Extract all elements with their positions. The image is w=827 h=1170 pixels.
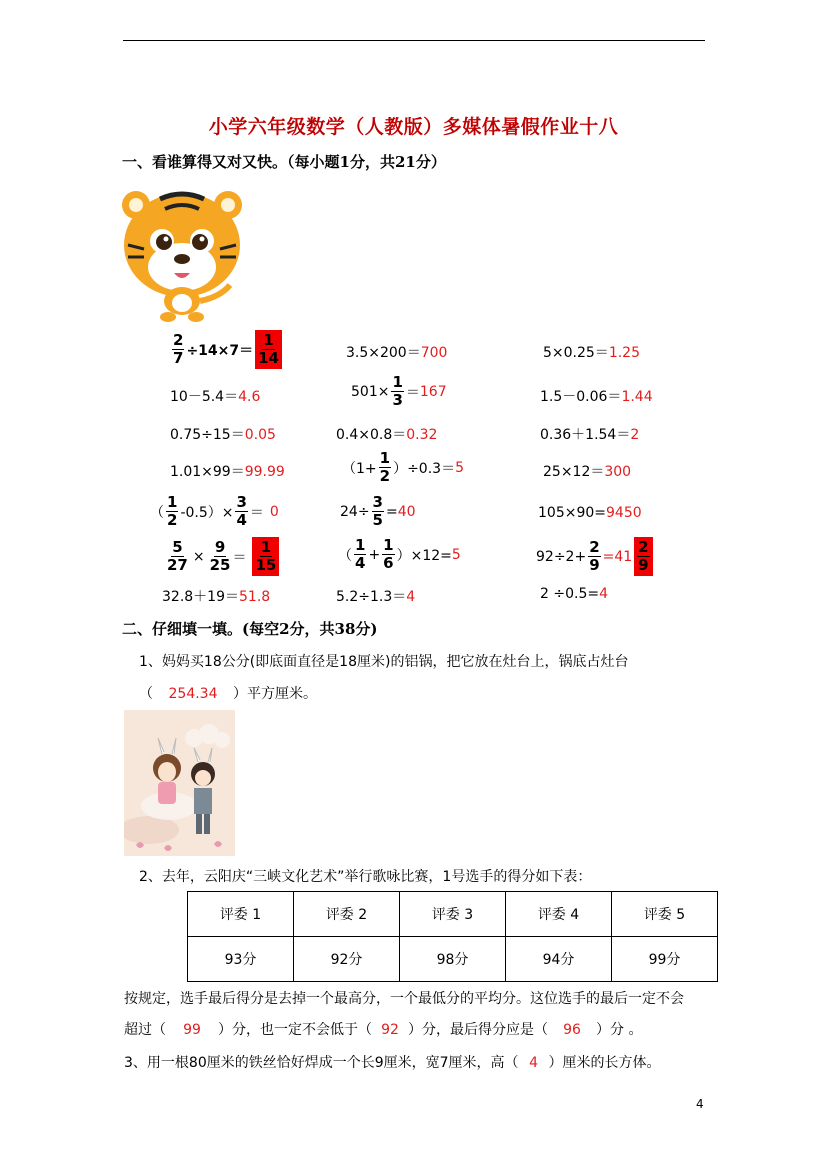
problem-8: 0.4×0.8＝0.32 [336, 427, 438, 443]
answer: 300 [604, 464, 632, 480]
section2-heading: 二、仔细填一填。(每空2分，共38分) [122, 620, 378, 638]
answer: 0 [269, 503, 279, 520]
table-cell: 94分 [506, 937, 612, 982]
problem-18: 92÷2+ $\frac{2}{9}$ =41 $\frac{2}{9}$ [536, 537, 655, 576]
table-cell: 评委 2 [294, 892, 400, 937]
problem-11: （1+ $\frac{1}{2}$ ）÷0.3＝ 5 [342, 449, 464, 485]
fraction: $\frac{9}{25}$ [209, 538, 231, 574]
problem-9: 0.36＋1.54＝2 [540, 427, 640, 443]
q1-answer-line: （ 254.34 ）平方厘米。 [139, 686, 317, 702]
score-table [187, 891, 718, 982]
fraction: $\frac{1}{4}$ [355, 536, 366, 572]
expression: ÷14×7＝ [186, 342, 254, 359]
problem-20: 5.2÷1.3＝4 [336, 589, 416, 605]
fraction: $\frac{2}{9}$ [589, 538, 600, 574]
answer: 700 [420, 345, 448, 361]
problem-5: 501× $\frac{1}{3}$ ＝ 167 [351, 373, 447, 409]
problem-1 [170, 330, 284, 369]
couple-illustration [124, 710, 235, 856]
tiger-illustration [120, 175, 245, 325]
page-number: 4 [696, 1097, 704, 1111]
fraction: $\frac{1}{3}$ [392, 373, 403, 409]
problem-7: 0.75÷15＝0.05 [170, 427, 276, 443]
problem-3: 5×0.25＝1.25 [543, 345, 640, 361]
table-cell: 评委 4 [506, 892, 612, 937]
problem-17: （ $\frac{1}{4}$ + $\frac{1}{6}$ ）×12= 5 [338, 536, 461, 572]
answer: 5 [455, 459, 464, 476]
q2-rule-text: 按规定，选手最后得分是去掉一个最高分，一个最低分的平均分。这位选手的最后一定不会 [124, 991, 684, 1007]
answer: 4 [599, 586, 609, 602]
answer: 2 [630, 427, 640, 443]
problem-21: 2 ÷0.5=4 [540, 586, 609, 602]
fraction: $\frac{1}{2}$ [379, 449, 391, 485]
section1-heading: 一、看谁算得又对又快。（每小题1分，共21分） [122, 153, 446, 171]
table-cell: 99分 [612, 937, 718, 982]
fraction: $\frac{5}{27}$ [167, 538, 188, 574]
problem-2: 3.5×200＝700 [346, 345, 448, 361]
answer: 4 [406, 589, 416, 605]
q2-intro: 2、去年，云阳庆“三峡文化艺术”举行歌咏比赛，1号选手的得分如下表： [139, 869, 592, 885]
table-header-row [188, 892, 718, 937]
problem-16: $\frac{5}{27}$ × $\frac{9}{25}$ ＝ $\frac{1}{15}$ [165, 537, 281, 576]
table-cell: 92分 [294, 937, 400, 982]
problem-13: （ $\frac{1}{2}$ -0.5）× $\frac{3}{4}$ ＝ 0 [150, 493, 279, 529]
answer-fraction: $\frac{1}{15}$ [252, 537, 279, 576]
fraction: $\frac{3}{5}$ [372, 493, 383, 529]
fraction: $\frac{1}{2}$ [167, 493, 178, 529]
problem-15: 105×90=9450 [538, 505, 642, 521]
answer: 4.6 [238, 389, 261, 405]
answer: 99 [183, 1022, 201, 1038]
answer: 0.32 [406, 427, 438, 443]
table-row [188, 937, 718, 982]
answer: 92 [381, 1022, 399, 1038]
answer: 4 [529, 1055, 538, 1071]
answer: 5 [451, 546, 461, 563]
q2-answer-line: 超过（ 99 ）分，也一定不会低于（ 92 ）分，最后得分应是（ 96 ）分 。 [124, 1022, 643, 1038]
q1-text: 1、妈妈买18公分(即底面直径是18厘米)的铝锅，把它放在灶台上，锅底占灶台 [139, 654, 629, 670]
table-cell: 98分 [400, 937, 506, 982]
answer: 99.99 [244, 464, 285, 480]
fraction: $\frac{2}{7}$ [173, 331, 184, 367]
problem-4: 10－5.4＝4.6 [170, 389, 261, 405]
problem-6: 1.5－0.06＝1.44 [540, 389, 653, 405]
answer: 9450 [606, 505, 642, 521]
table-cell: 评委 3 [400, 892, 506, 937]
answer: 51.8 [239, 589, 271, 605]
answer-fraction: $\frac{1}{14}$ [255, 330, 282, 369]
problem-10: 1.01×99＝99.99 [170, 464, 285, 480]
q3-line: 3、用一根80厘米的铁丝恰好焊成一个长9厘米，宽7厘米，高（ 4 ）厘米的长方体。 [124, 1055, 661, 1071]
answer: 254.34 [168, 686, 218, 702]
problem-12: 25×12＝300 [543, 464, 632, 480]
answer: 1.25 [608, 345, 640, 361]
answer-fraction: $\frac{2}{9}$ [634, 537, 652, 576]
table-cell: 评委 1 [188, 892, 294, 937]
answer: 0.05 [244, 427, 276, 443]
problem-19: 32.8＋19＝51.8 [162, 589, 271, 605]
table-cell: 93分 [188, 937, 294, 982]
table-cell: 评委 5 [612, 892, 718, 937]
fraction: $\frac{1}{6}$ [383, 536, 394, 572]
answer: 96 [563, 1022, 581, 1038]
problem-14: 24÷ $\frac{3}{5}$ = 40 [340, 493, 416, 529]
fraction: $\frac{3}{4}$ [236, 493, 247, 529]
answer: 40 [397, 503, 416, 520]
answer: 1.44 [621, 389, 653, 405]
page-title: 小学六年级数学（人教版）多媒体暑假作业十八 [208, 116, 619, 138]
header-rule [123, 40, 705, 41]
answer: 167 [419, 383, 447, 400]
